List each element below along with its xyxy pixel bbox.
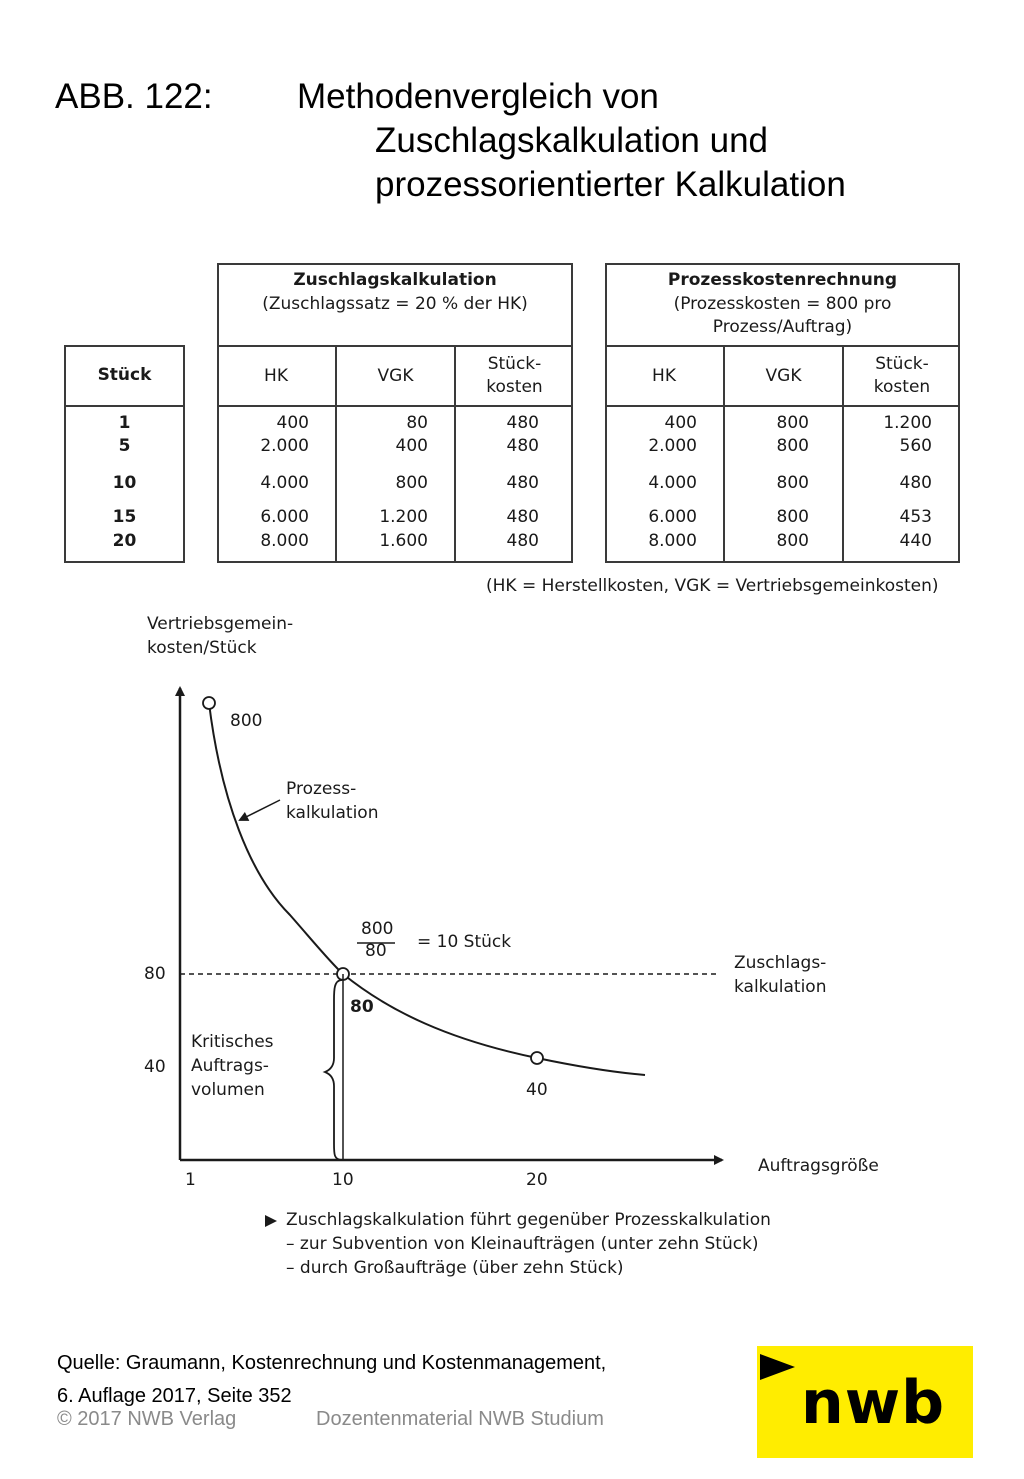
prozess-col-vgk: VGK <box>765 366 802 386</box>
point-label-40: 40 <box>526 1080 548 1100</box>
x-tick-label: 10 <box>332 1170 354 1190</box>
table-legend: (HK = Herstellkosten, VGK = Vertriebsgemeinkosten) <box>486 576 939 596</box>
cell: 1.200 <box>883 413 932 433</box>
cell: 480 <box>506 413 539 433</box>
cell: 480 <box>506 531 539 551</box>
figure-title-line1: Methodenvergleich von <box>297 77 659 116</box>
y-tick-label: 40 <box>144 1057 166 1077</box>
cell: 480 <box>506 436 539 456</box>
cell: 800 <box>776 473 809 493</box>
x-axis-label: Auftragsgröße <box>758 1156 879 1176</box>
cell: 8.000 <box>648 531 697 551</box>
cell: 800 <box>776 436 809 456</box>
cell: 800 <box>395 473 428 493</box>
source-line-2: 6. Auflage 2017, Seite 352 <box>57 1385 292 1407</box>
cell: 800 <box>776 507 809 527</box>
stueck-value: 15 <box>112 507 137 527</box>
cell: 4.000 <box>648 473 697 493</box>
brace-label-3: volumen <box>191 1080 265 1100</box>
zuschlag-title: Zuschlagskalkulation <box>293 270 497 290</box>
zuschlag-col-hk: HK <box>264 366 288 386</box>
zuschlag-col-vgk: VGK <box>377 366 414 386</box>
y-tick-label: 80 <box>144 964 166 984</box>
cell: 480 <box>899 473 932 493</box>
fraction-denominator: 80 <box>365 941 387 961</box>
data-point <box>203 697 215 709</box>
cell: 400 <box>276 413 309 433</box>
zuschlag-col-sk2: kosten <box>486 377 543 397</box>
logo-triangle-icon <box>760 1354 795 1380</box>
cell: 560 <box>899 436 932 456</box>
prozess-subtitle-1: (Prozesskosten = 800 pro <box>673 294 892 314</box>
curve-label-2: kalkulation <box>286 803 379 823</box>
y-axis-label-1: Vertriebsgemein- <box>147 614 294 634</box>
note-line-1: Zuschlagskalkulation führt gegenüber Prozesskalkulation <box>286 1210 771 1230</box>
cell: 2.000 <box>648 436 697 456</box>
prozess-subtitle-2: Prozess/Auftrag) <box>712 317 853 337</box>
figure-title-line2: Zuschlagskalkulation und <box>375 121 769 160</box>
cell: 2.000 <box>260 436 309 456</box>
cell: 453 <box>899 507 932 527</box>
material-note: Dozentenmaterial NWB Studium <box>316 1408 604 1430</box>
x-tick-label: 1 <box>185 1170 196 1190</box>
stueck-value: 1 <box>118 413 131 433</box>
y-axis-label-2: kosten/Stück <box>147 638 257 658</box>
fraction-result: = 10 Stück <box>417 932 512 952</box>
point-label-80: 80 <box>350 997 374 1017</box>
cell: 440 <box>899 531 932 551</box>
fraction-numerator: 800 <box>361 919 394 939</box>
zuschlag-col-sk1: Stück- <box>487 354 542 374</box>
x-tick-label: 20 <box>526 1170 548 1190</box>
nwb-logo <box>757 1346 973 1458</box>
critical-volume-brace <box>325 980 342 1160</box>
cell: 80 <box>406 413 428 433</box>
figure-title-line3: prozessorientierter Kalkulation <box>375 165 846 204</box>
cell: 800 <box>776 531 809 551</box>
stueck-value: 20 <box>112 531 137 551</box>
cell: 6.000 <box>260 507 309 527</box>
figure-label: ABB. 122: <box>55 77 213 116</box>
note-line-2: – zur Subvention von Kleinaufträgen (unter zehn Stück) <box>286 1234 759 1254</box>
cell: 400 <box>395 436 428 456</box>
logo-text: nwb <box>801 1368 946 1438</box>
line-label-1: Zuschlags- <box>734 953 827 973</box>
zuschlag-subtitle: (Zuschlagssatz = 20 % der HK) <box>262 294 528 314</box>
cell: 1.200 <box>379 507 428 527</box>
cell: 8.000 <box>260 531 309 551</box>
prozess-title: Prozesskostenrechnung <box>667 270 898 290</box>
cell: 400 <box>664 413 697 433</box>
point-label-800: 800 <box>230 711 263 731</box>
prozess-curve <box>209 703 645 1075</box>
line-label-2: kalkulation <box>734 977 827 997</box>
source-line-1: Quelle: Graumann, Kostenrechnung und Kostenmanagement, <box>57 1352 607 1374</box>
note-line-3: – durch Großaufträge (über zehn Stück) <box>286 1258 624 1278</box>
cell: 1.600 <box>379 531 428 551</box>
copyright: © 2017 NWB Verlag <box>57 1408 237 1430</box>
stueck-header: Stück <box>97 365 152 385</box>
cell: 6.000 <box>648 507 697 527</box>
prozess-col-sk2: kosten <box>873 377 931 397</box>
cell: 4.000 <box>260 473 309 493</box>
curve-label-pointer <box>240 800 280 820</box>
stueck-value: 5 <box>118 436 131 456</box>
stueck-value: 10 <box>112 473 137 493</box>
brace-label-1: Kritisches <box>191 1032 274 1052</box>
curve-label-1: Prozess- <box>286 779 357 799</box>
brace-label-2: Auftrags- <box>191 1056 269 1076</box>
data-point <box>531 1052 543 1064</box>
bullet-triangle-icon <box>265 1215 277 1227</box>
prozess-col-hk: HK <box>652 366 676 386</box>
prozess-col-sk1: Stück- <box>875 354 929 374</box>
cell: 480 <box>506 507 539 527</box>
cell: 480 <box>506 473 539 493</box>
cell: 800 <box>776 413 809 433</box>
